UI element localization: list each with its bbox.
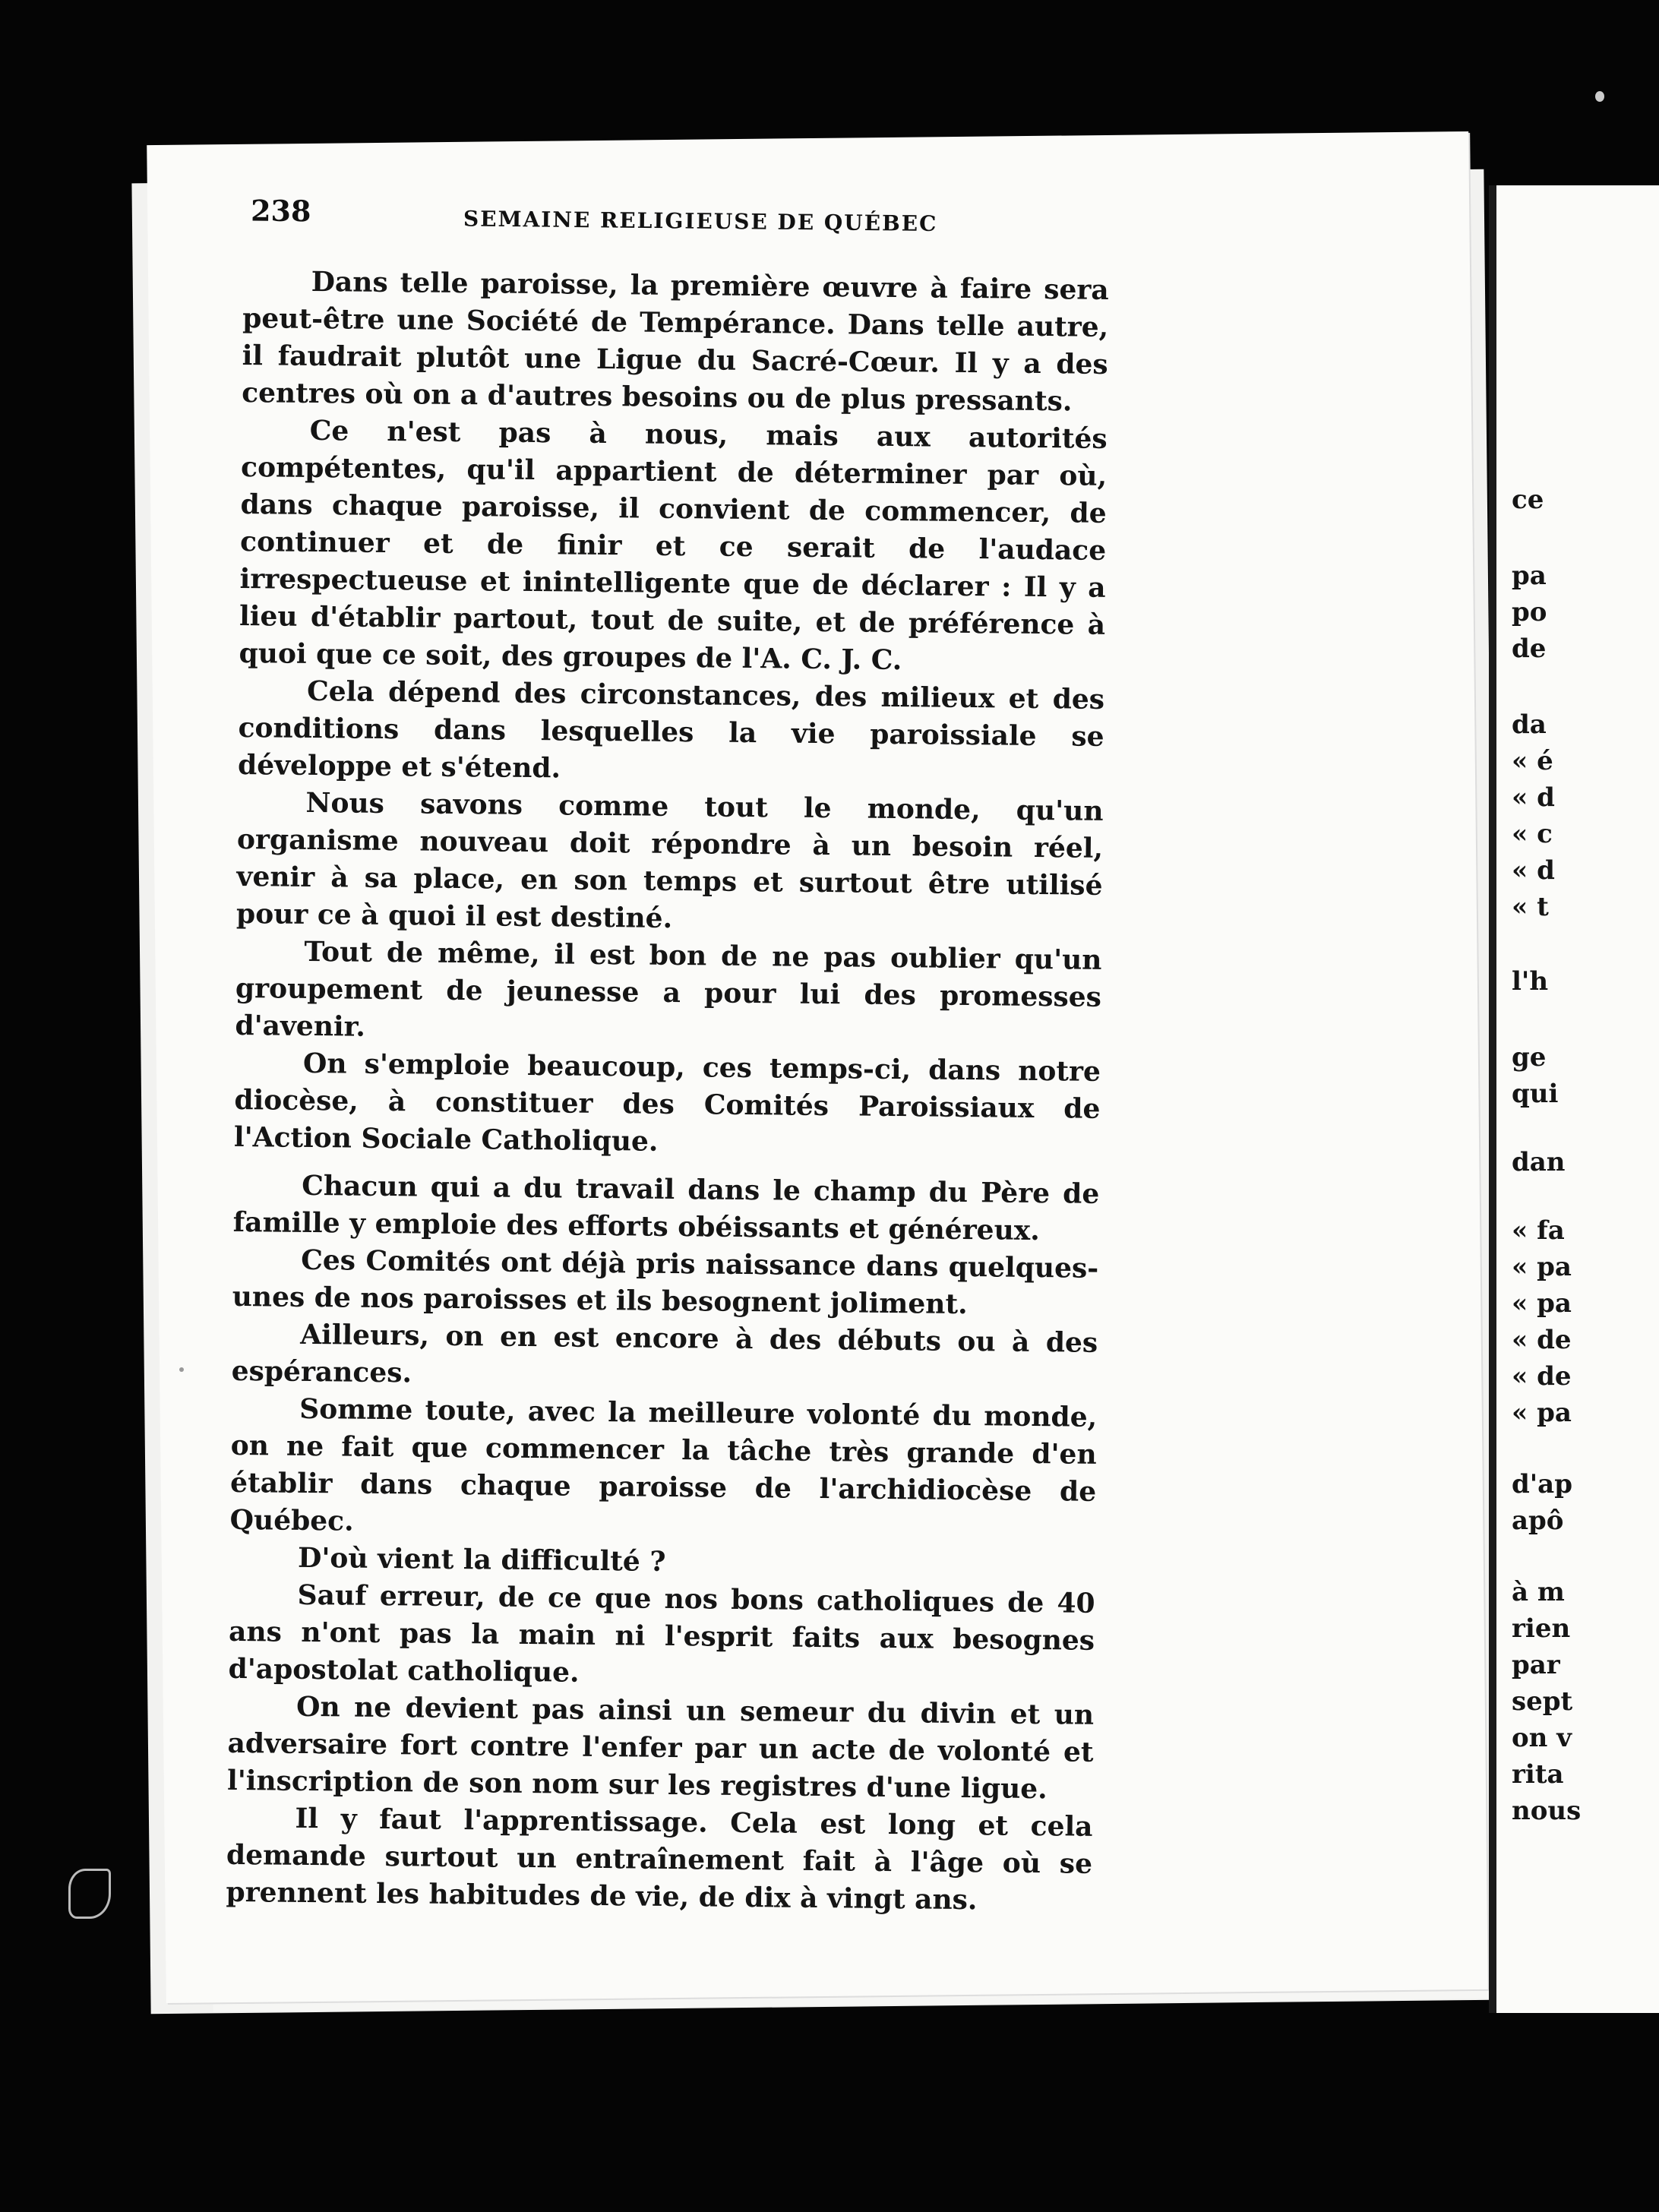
page-header [251,194,1049,248]
fragment: qui [1512,1079,1559,1109]
fragment: ce [1512,485,1544,515]
fragment: ge [1512,1042,1547,1073]
dust-speck [179,1367,184,1372]
dust-speck [1595,91,1604,102]
paragraph: Il y faut l'apprentissage. Cela est long et cela demande surtout un entraînement fait à l'âge où se prennent les habitudes de vie, de dix à vingt ans. [226,1802,1093,1917]
fragment: « de [1512,1325,1572,1355]
paragraph: D'où vient la difficulté ? [297,1541,666,1578]
fragment: « pa [1512,1398,1572,1428]
fragment: de [1512,634,1547,664]
fragment: « pa [1512,1288,1572,1319]
paragraph: Ce n'est pas à nous, mais aux autorités compétentes, qu'il appartient de déterminer par où, dans chaque paroisse, il convient de commencer, de continuer et de finir et ce serait de l'audace irrespectueuse et inintelligente que de déclarer : Il y a lieu d'établir partout, tout de suite, et de préférence à quoi que ce soit, des groupes de l'A. C. J. C. [239,414,1108,677]
fragment: « c [1512,819,1553,849]
fragment: « d [1512,855,1555,886]
facing-page [1489,185,1659,2013]
fragment: dan [1512,1147,1566,1177]
fragment: apô [1512,1506,1564,1536]
paragraph: Cela dépend des circonstances, des milieux et des conditions dans lesquelles la vie paroissiale se développe et s'étend. [237,675,1105,785]
fragment: nous [1512,1796,1582,1826]
fragment: « fa [1512,1215,1565,1246]
paragraph: Chacun qui a du travail dans le champ du Père de famille y emploie des efforts obéissants et généreux. [232,1169,1100,1247]
paragraph: Nous savons comme tout le monde, qu'un organisme nouveau doit répondre à un besoin réel, venir à sa place, en son temps et surtout être utilisé pour ce à quoi il est destiné. [235,786,1104,934]
paragraph: Tout de même, il est bon de ne pas oublier qu'un groupement de jeunesse a pour lui des promesses d'avenir. [235,935,1102,1043]
fragment: rita [1512,1759,1564,1790]
page-number: 238 [250,193,311,229]
body-text [226,263,1109,1920]
paragraph: On ne devient pas ainsi un semeur du divin et un adversaire fort contre l'enfer par un acte de volonté et l'inscription de son nom sur les registres d'une ligue. [226,1690,1095,1806]
fragment: « pa [1512,1252,1572,1282]
fragment: « de [1512,1361,1572,1392]
paragraph: On s'emploie beaucoup, ces temps-ci, dans notre diocèse, à constituer des Comités Paroissiaux de l'Action Sociale Catholique. [233,1047,1101,1158]
paragraph: Sauf erreur, de ce que nos bons catholiques de 40 ans n'ont pas la main ni l'esprit faits aux besognes d'apostolat catholique. [228,1578,1095,1689]
running-title: SEMAINE RELIGIEUSE DE QUÉBEC [463,206,938,236]
fragment: l'h [1512,966,1549,997]
fragment: on v [1512,1723,1572,1753]
fragment: d'ap [1512,1469,1572,1499]
paragraph: Ces Comités ont déjà pris naissance dans quelques-unes de nos paroisses et ils besognent joliment. [232,1243,1099,1321]
fragment: « d [1512,782,1555,813]
fragment: « é [1512,746,1553,776]
fragment: po [1512,597,1547,627]
fragment: « t [1512,892,1549,922]
fragment: rien [1512,1613,1571,1644]
fragment: da [1512,709,1547,740]
paragraph: Dans telle paroisse, la première œuvre à faire sera peut-être une Société de Tempérance. Dans telle autre, il faudrait plutôt une Ligue du Sacré-Cœur. Il y a des centres où on a d'autres besoins ou de plus pressants. [241,265,1109,418]
fragment: sept [1512,1686,1573,1717]
fragment: pa [1512,561,1547,591]
fragment: par [1512,1650,1560,1680]
fragment: à m [1512,1577,1565,1607]
paragraph: Ailleurs, on en est encore à des débuts ou à des espérances. [231,1318,1098,1389]
paragraph: Somme toute, avec la meilleure volonté du monde, on ne fait que commencer la tâche très grande d'en établir dans chaque paroisse de l'archidiocèse de Québec. [229,1392,1098,1537]
dust-speck [68,1869,111,1919]
